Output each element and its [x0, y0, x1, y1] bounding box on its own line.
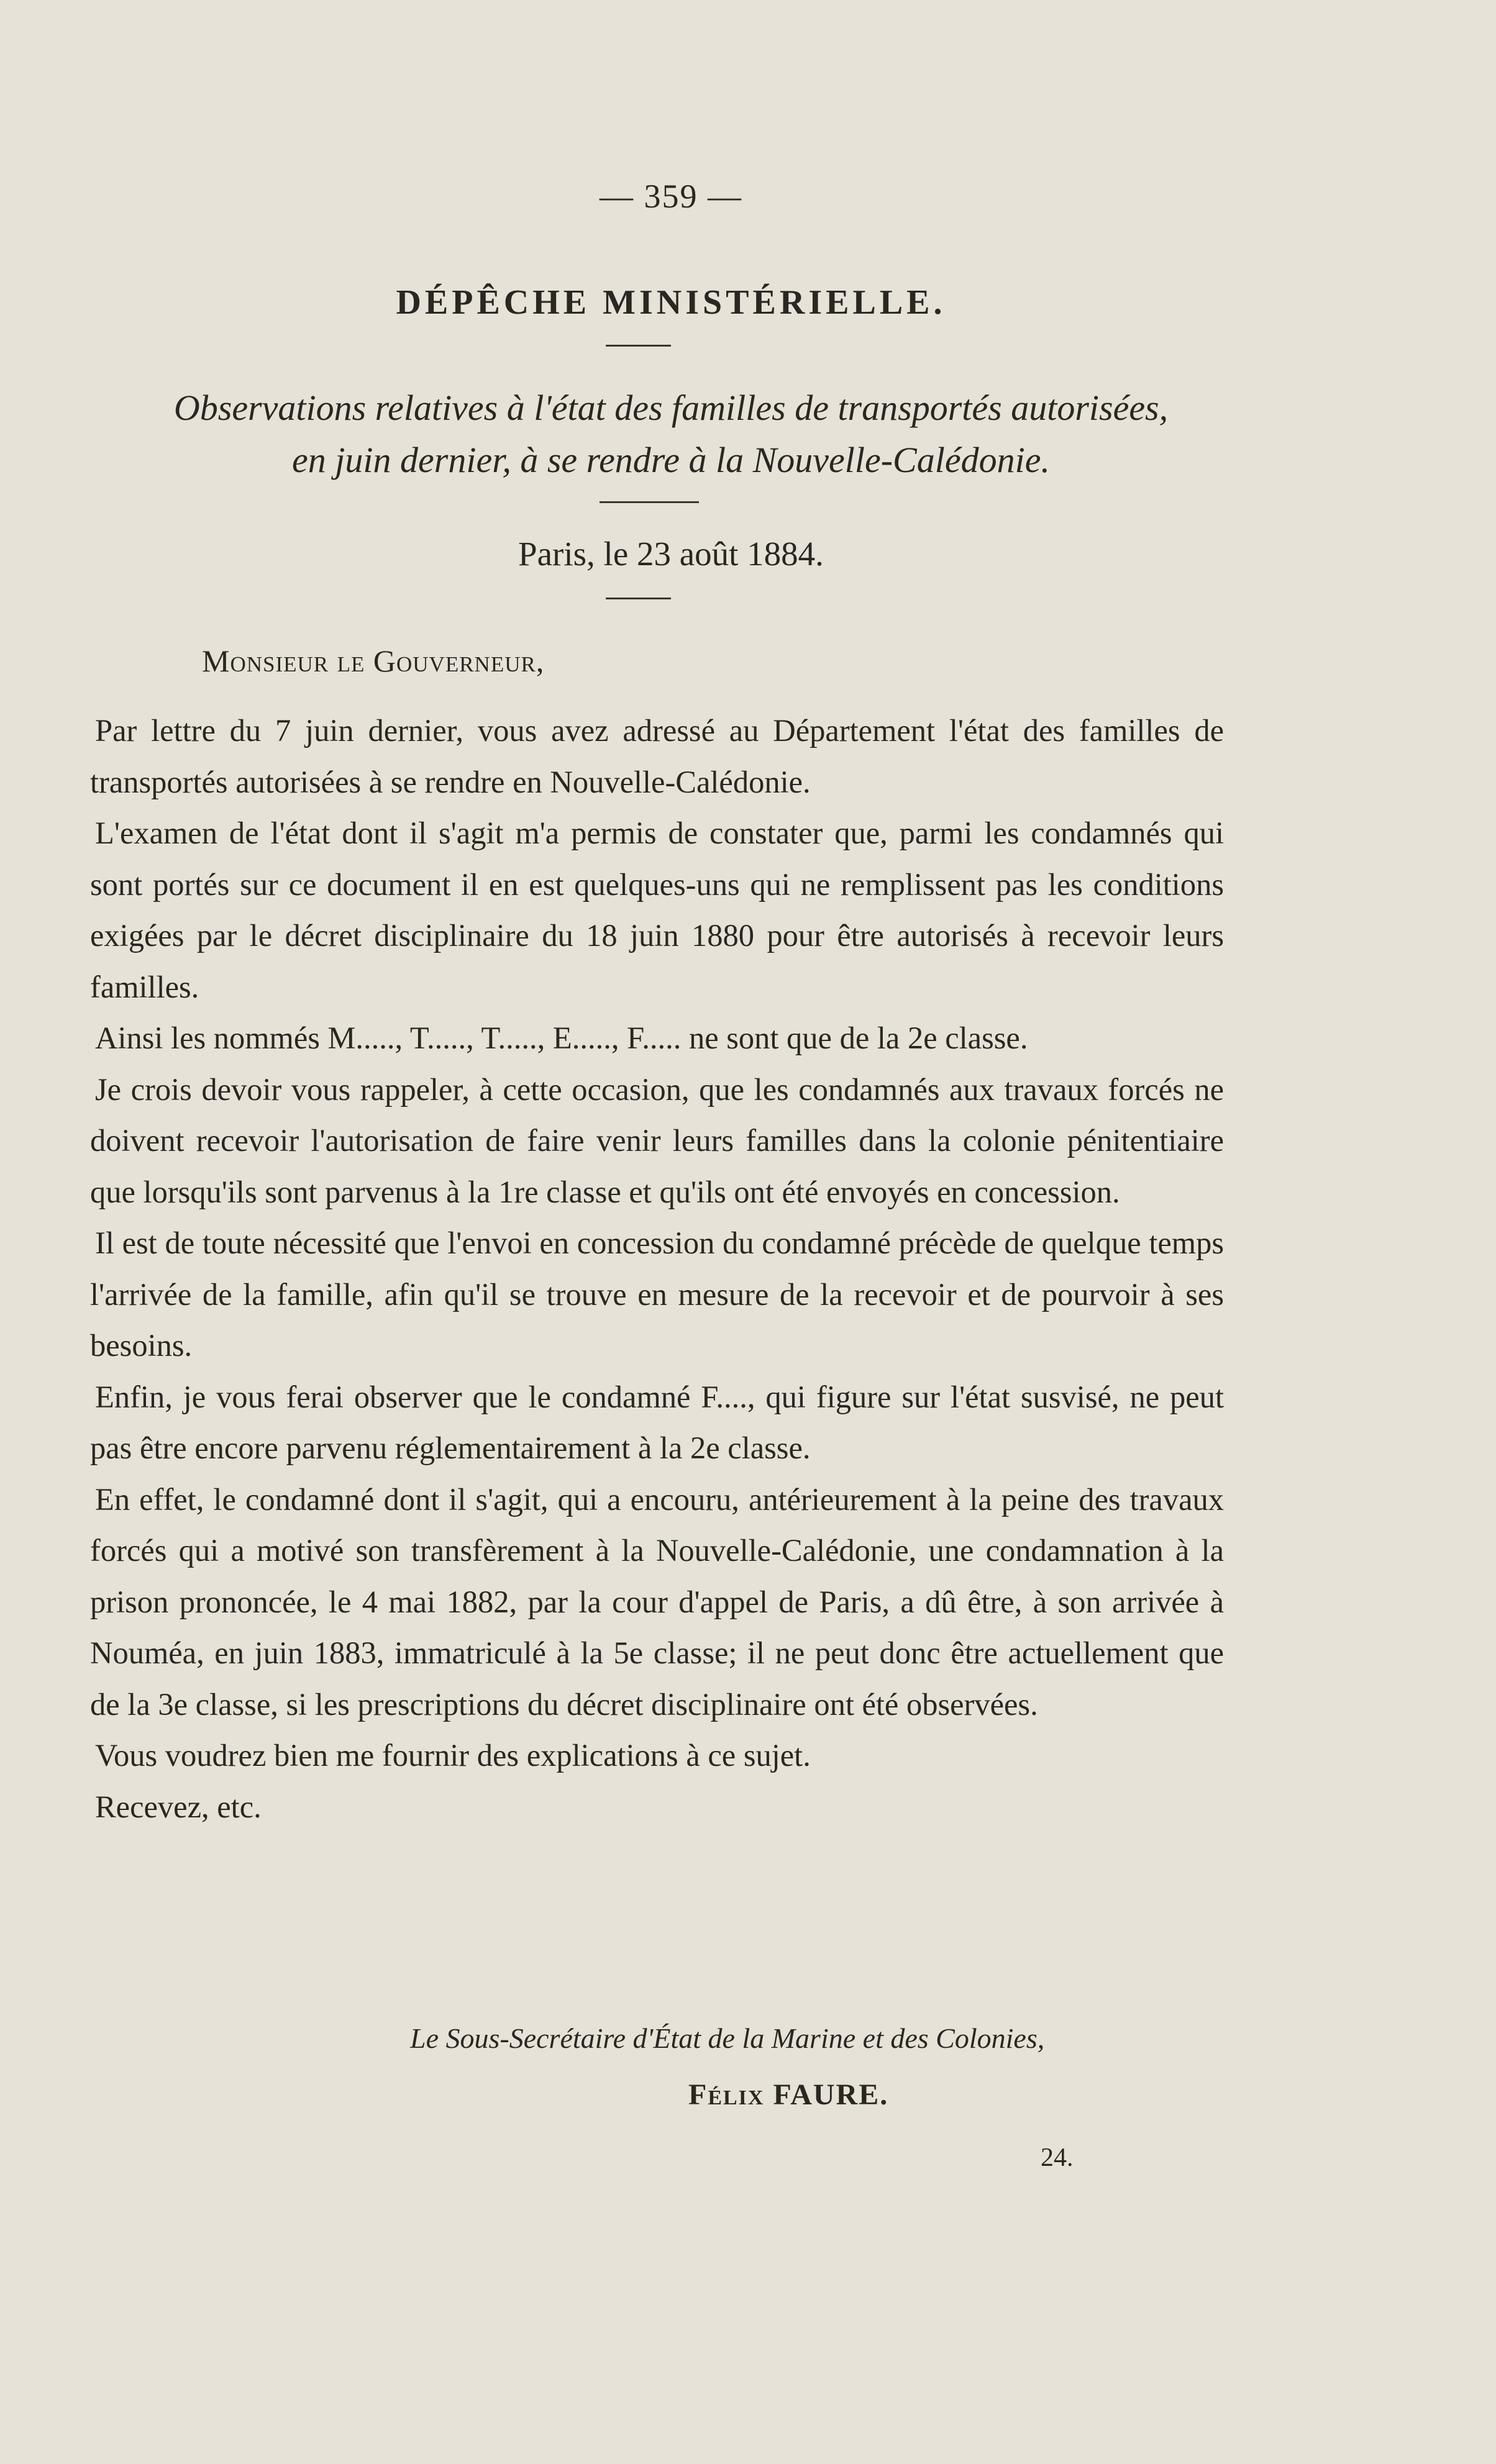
salutation: Monsieur le Gouverneur,	[202, 643, 545, 678]
signature-first-name: Félix	[688, 2078, 765, 2111]
dateline-divider	[606, 598, 671, 599]
closing-line: Recevez, etc.	[95, 1789, 262, 1824]
document-subtitle	[87, 382, 1255, 486]
signature-role: Le Sous-Secrétaire d'État de la Marine et des Colonies,	[410, 2022, 1045, 2054]
dateline: Paris, le 23 août 1884.	[518, 535, 824, 573]
paragraph: Il est de toute nécessité que l'envoi en concession du condamné précède de quelque temps l'arrivée de la famille, afin qu'il se trouve en mesure de la recevoir et de pourvoir à ses besoins.	[90, 1225, 1224, 1363]
subtitle-divider	[600, 501, 699, 503]
title-divider	[606, 345, 671, 347]
paragraph: Par lettre du 7 juin dernier, vous avez adressé au Département l'état des familles de transportés autorisées à se rendre en Nouvelle-Calédonie.	[90, 713, 1224, 799]
paragraph: Vous voudrez bien me fournir des explications à ce sujet.	[95, 1738, 811, 1773]
paragraph: Ainsi les nommés M....., T....., T....., E....., F..... ne sont que de la 2e classe.	[95, 1021, 1028, 1055]
paragraph: Je crois devoir vous rappeler, à cette occasion, que les condamnés aux travaux forcés ne doivent recevoir l'autorisation de faire venir leurs familles dans la colonie pénitentiaire que lorsqu'ils sont parvenus à la 1re classe et qu'ils ont été envoyés en concession.	[90, 1071, 1224, 1209]
signature-mark: 24.	[1041, 2143, 1074, 2172]
paragraph: L'examen de l'état dont il s'agit m'a permis de constater que, parmi les condamnés qui sont portés sur ce document il en est quelques-uns qui ne remplissent pas les conditions exigées par le décret disciplinaire du 18 juin 1880 pour être autorisés à recevoir leurs familles.	[90, 816, 1224, 1004]
letter-body	[90, 705, 1224, 1832]
paragraph: Enfin, je vous ferai observer que le condamné F...., qui figure sur l'état susvisé, ne peut pas être encore parvenu réglementairement à la 2e classe.	[90, 1379, 1224, 1465]
document-title: DÉPÊCHE MINISTÉRIELLE.	[396, 283, 946, 322]
subtitle-line-1: Observations relatives à l'état des familles de transportés autorisées,	[173, 388, 1169, 428]
page-number: — 359 —	[600, 178, 742, 215]
paragraph: En effet, le condamné dont il s'agit, qui a encouru, antérieurement à la peine des travaux forcés qui a motivé son transfèrement à la Nouvelle-Calédonie, une condamnation à la prison prononcée, le 4 mai 1882, par la cour d'appel de Paris, a dû être, à son arrivée à Nouméa, en juin 1883, immatriculé à la 5e classe; il ne peut donc être actuellement que de la 3e classe, si les prescriptions du décret disciplinaire ont été observées.	[90, 1481, 1224, 1722]
signature-last-name: FAURE.	[773, 2078, 889, 2111]
signature-name	[688, 2078, 888, 2112]
subtitle-line-2: en juin dernier, à se rendre à la Nouvelle-Calédonie.	[292, 440, 1050, 480]
